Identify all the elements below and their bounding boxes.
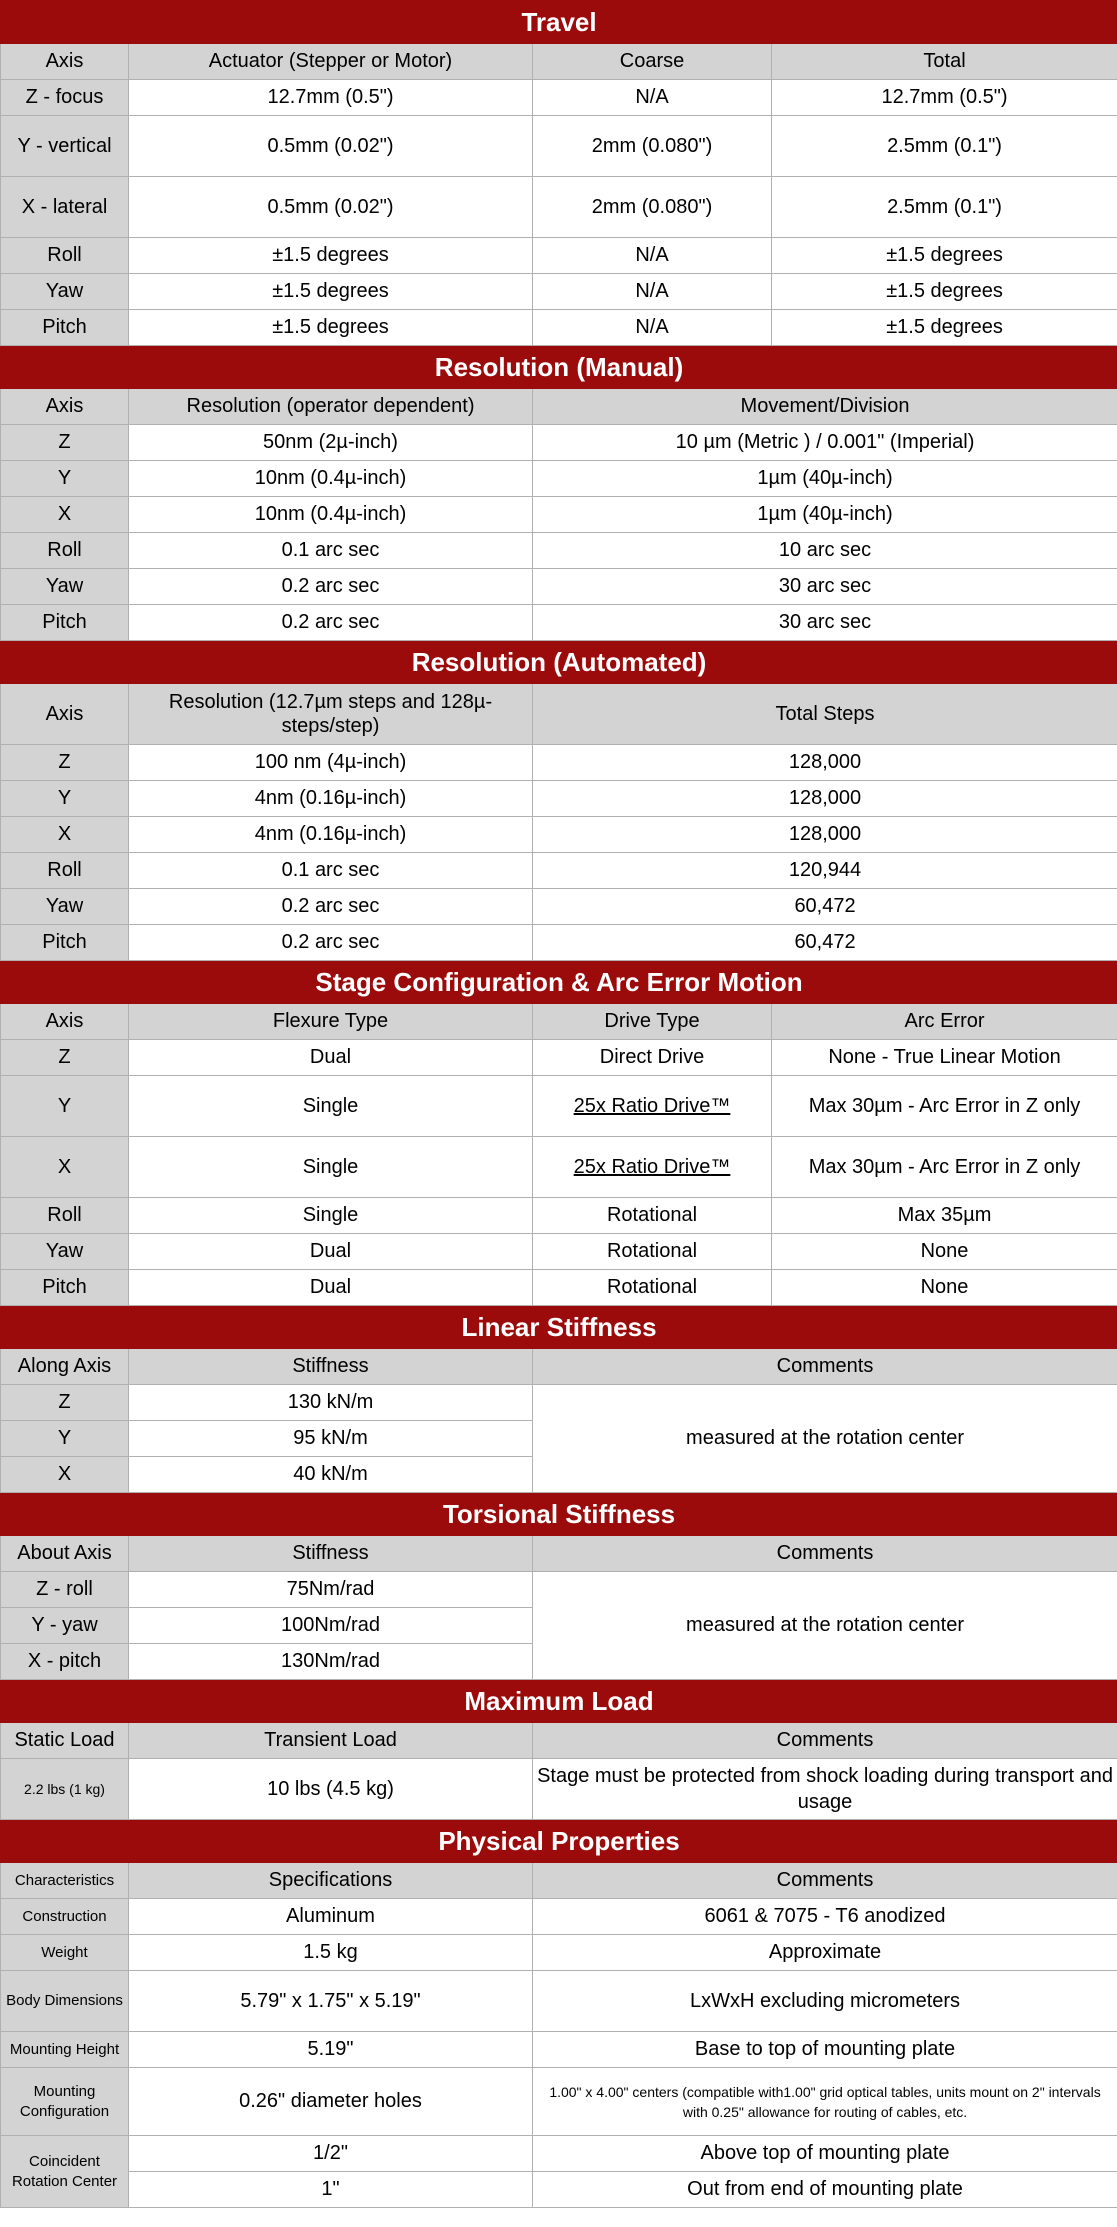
table-cell: 12.7mm (0.5"): [772, 80, 1117, 116]
table-cell: None: [772, 1234, 1117, 1270]
table-cell: 128,000: [533, 817, 1117, 853]
table-cell: Base to top of mounting plate: [533, 2032, 1117, 2068]
table-row: [1, 1198, 1117, 1234]
res-manual-header-resolution: Resolution (operator dependent): [129, 389, 533, 425]
table-cell: 30 arc sec: [533, 605, 1117, 641]
travel-header-coarse: Coarse: [533, 44, 772, 80]
table-cell: Max 30µm - Arc Error in Z only: [772, 1076, 1117, 1137]
table-cell: 5.79" x 1.75" x 5.19": [129, 1971, 533, 2032]
row-label: Yaw: [1, 1234, 129, 1270]
table-cell: N/A: [533, 80, 772, 116]
table-cell: 130Nm/rad: [129, 1644, 533, 1680]
table-row: [1, 2172, 1117, 2208]
table-cell: 0.5mm (0.02"): [129, 177, 533, 238]
table-cell: 4nm (0.16µ-inch): [129, 817, 533, 853]
table-row: [1, 1572, 1117, 1608]
table-cell: 30 arc sec: [533, 569, 1117, 605]
linear-comment: measured at the rotation center: [533, 1385, 1117, 1493]
row-label: Z: [1, 1040, 129, 1076]
table-cell: 5.19": [129, 2032, 533, 2068]
table-cell: 128,000: [533, 781, 1117, 817]
table-cell: 1/2": [129, 2136, 533, 2172]
table-cell: 12.7mm (0.5"): [129, 80, 533, 116]
stage-title: Stage Configuration & Arc Error Motion: [1, 961, 1117, 1004]
table-cell: 0.2 arc sec: [129, 605, 533, 641]
row-label: Y: [1, 1076, 129, 1137]
table-cell: ±1.5 degrees: [772, 274, 1117, 310]
table-row: [1, 238, 1117, 274]
physical-header-specifications: Specifications: [129, 1863, 533, 1899]
table-cell: 10nm (0.4µ-inch): [129, 497, 533, 533]
coincident-label: Coincident Rotation Center: [1, 2136, 129, 2208]
row-label: Construction: [1, 1899, 129, 1935]
table-cell: Approximate: [533, 1935, 1117, 1971]
table-cell: LxWxH excluding micrometers: [533, 1971, 1117, 2032]
table-cell: 128,000: [533, 745, 1117, 781]
row-label: Pitch: [1, 605, 129, 641]
table-row: [1, 310, 1117, 346]
table-cell: Dual: [129, 1234, 533, 1270]
torsional-header-axis: About Axis: [1, 1536, 129, 1572]
table-row: [1, 1076, 1117, 1137]
table-row: [1, 781, 1117, 817]
table-row: [1, 497, 1117, 533]
row-label: Yaw: [1, 274, 129, 310]
row-label: Yaw: [1, 889, 129, 925]
linear-header-axis: Along Axis: [1, 1349, 129, 1385]
table-cell: 0.5mm (0.02"): [129, 116, 533, 177]
table-cell: 60,472: [533, 889, 1117, 925]
table-cell: ±1.5 degrees: [129, 310, 533, 346]
table-row: [1, 461, 1117, 497]
table-row: [1, 605, 1117, 641]
table-cell: 1µm (40µ-inch): [533, 461, 1117, 497]
table-row: [1, 274, 1117, 310]
row-label: X - lateral: [1, 177, 129, 238]
table-row: [1, 745, 1117, 781]
row-label: Z: [1, 1385, 129, 1421]
table-cell: 1": [129, 2172, 533, 2208]
table-row: [1, 2068, 1117, 2136]
row-label: X: [1, 497, 129, 533]
table-cell: Out from end of mounting plate: [533, 2172, 1117, 2208]
row-label: X: [1, 817, 129, 853]
row-label: Pitch: [1, 925, 129, 961]
table-cell: None: [772, 1270, 1117, 1306]
row-label: Pitch: [1, 310, 129, 346]
table-cell: Direct Drive: [533, 1040, 772, 1076]
table-cell: ±1.5 degrees: [129, 238, 533, 274]
static-load-value: 2.2 lbs (1 kg): [1, 1759, 129, 1820]
table-row: [1, 1935, 1117, 1971]
table-row: [1, 2032, 1117, 2068]
table-cell: 2mm (0.080"): [533, 116, 772, 177]
table-cell: 130 kN/m: [129, 1385, 533, 1421]
table-cell: Rotational: [533, 1198, 772, 1234]
transient-load-value: 10 lbs (4.5 kg): [129, 1759, 533, 1820]
torsional-title: Torsional Stiffness: [1, 1493, 1117, 1536]
table-cell: ±1.5 degrees: [129, 274, 533, 310]
ratio-drive-link[interactable]: 25x Ratio Drive™: [573, 1094, 731, 1117]
row-label: Y: [1, 1421, 129, 1457]
row-label: Z - roll: [1, 1572, 129, 1608]
maxload-header-static: Static Load: [1, 1723, 129, 1759]
torsional-header-comments: Comments: [533, 1536, 1117, 1572]
table-row: [1, 1137, 1117, 1198]
table-row: [1, 425, 1117, 461]
row-label: Body Dimensions: [1, 1971, 129, 2032]
table-cell: 1.00" x 4.00" centers (compatible with1.00" grid optical tables, units mount on 2" intervals with 0.25" allowance for routing of cables, etc.: [533, 2068, 1117, 2136]
row-label: Y: [1, 781, 129, 817]
table-cell: 2.5mm (0.1"): [772, 177, 1117, 238]
table-row: [1, 177, 1117, 238]
stage-header-drive: Drive Type: [533, 1004, 772, 1040]
table-row: [1, 1040, 1117, 1076]
table-row: [1, 116, 1117, 177]
row-label: Y - yaw: [1, 1608, 129, 1644]
maxload-header-comments: Comments: [533, 1723, 1117, 1759]
table-row: [1, 569, 1117, 605]
res-manual-header-axis: Axis: [1, 389, 129, 425]
table-row: [1, 925, 1117, 961]
table-cell: Rotational: [533, 1234, 772, 1270]
table-cell: Dual: [129, 1270, 533, 1306]
table-row: [1, 1759, 1117, 1820]
table-cell: 0.1 arc sec: [129, 533, 533, 569]
res-auto-header-resolution: Resolution (12.7µm steps and 128µ-steps/step): [129, 684, 533, 745]
row-label: Y - vertical: [1, 116, 129, 177]
table-cell: 75Nm/rad: [129, 1572, 533, 1608]
table-cell: Single: [129, 1137, 533, 1198]
table-cell: Dual: [129, 1040, 533, 1076]
table-cell: 1.5 kg: [129, 1935, 533, 1971]
row-label: Pitch: [1, 1270, 129, 1306]
res-auto-header-steps: Total Steps: [533, 684, 1117, 745]
table-cell: Max 30µm - Arc Error in Z only: [772, 1137, 1117, 1198]
linear-header-stiffness: Stiffness: [129, 1349, 533, 1385]
table-cell: Above top of mounting plate: [533, 2136, 1117, 2172]
table-cell: ±1.5 degrees: [772, 310, 1117, 346]
table-cell: Single: [129, 1198, 533, 1234]
res-auto-title: Resolution (Automated): [1, 641, 1117, 684]
table-row: [1, 889, 1117, 925]
row-label: Roll: [1, 853, 129, 889]
table-cell: 50nm (2µ-inch): [129, 425, 533, 461]
table-cell: N/A: [533, 310, 772, 346]
table-row: [1, 1899, 1117, 1935]
table-cell: 95 kN/m: [129, 1421, 533, 1457]
table-row: [1, 853, 1117, 889]
maxload-title: Maximum Load: [1, 1680, 1117, 1723]
table-cell: [533, 1137, 772, 1198]
table-cell: 100Nm/rad: [129, 1608, 533, 1644]
table-cell: 1µm (40µ-inch): [533, 497, 1117, 533]
row-label: Y: [1, 461, 129, 497]
table-cell: Rotational: [533, 1270, 772, 1306]
stage-header-flexure: Flexure Type: [129, 1004, 533, 1040]
torsional-comment: measured at the rotation center: [533, 1572, 1117, 1680]
table-cell: ±1.5 degrees: [772, 238, 1117, 274]
row-label: Weight: [1, 1935, 129, 1971]
table-cell: 0.2 arc sec: [129, 925, 533, 961]
table-row: [1, 533, 1117, 569]
table-row: [1, 1234, 1117, 1270]
table-row: [1, 1270, 1117, 1306]
row-label: Yaw: [1, 569, 129, 605]
physical-title: Physical Properties: [1, 1820, 1117, 1863]
table-row: [1, 80, 1117, 116]
res-auto-header-axis: Axis: [1, 684, 129, 745]
stage-header-arc-error: Arc Error: [772, 1004, 1117, 1040]
table-cell: None - True Linear Motion: [772, 1040, 1117, 1076]
row-label: Roll: [1, 533, 129, 569]
table-cell: Aluminum: [129, 1899, 533, 1935]
table-cell: 10 arc sec: [533, 533, 1117, 569]
table-cell: 0.2 arc sec: [129, 889, 533, 925]
table-cell: N/A: [533, 238, 772, 274]
travel-header-axis: Axis: [1, 44, 129, 80]
table-row: [1, 817, 1117, 853]
row-label: Z - focus: [1, 80, 129, 116]
table-cell: 2.5mm (0.1"): [772, 116, 1117, 177]
table-cell: 40 kN/m: [129, 1457, 533, 1493]
table-cell: 10 µm (Metric ) / 0.001" (Imperial): [533, 425, 1117, 461]
row-label: X: [1, 1137, 129, 1198]
table-cell: 0.1 arc sec: [129, 853, 533, 889]
ratio-drive-link[interactable]: 25x Ratio Drive™: [573, 1155, 731, 1178]
travel-header-actuator: Actuator (Stepper or Motor): [129, 44, 533, 80]
row-label: Mounting Height: [1, 2032, 129, 2068]
table-cell: 2mm (0.080"): [533, 177, 772, 238]
table-cell: 100 nm (4µ-inch): [129, 745, 533, 781]
res-manual-title: Resolution (Manual): [1, 346, 1117, 389]
linear-title: Linear Stiffness: [1, 1306, 1117, 1349]
row-label: Mounting Configuration: [1, 2068, 129, 2136]
torsional-header-stiffness: Stiffness: [129, 1536, 533, 1572]
row-label: X: [1, 1457, 129, 1493]
table-row: [1, 2136, 1117, 2172]
maxload-header-transient: Transient Load: [129, 1723, 533, 1759]
physical-header-comments: Comments: [533, 1863, 1117, 1899]
table-cell: N/A: [533, 274, 772, 310]
table-row: [1, 1971, 1117, 2032]
row-label: Roll: [1, 238, 129, 274]
row-label: Z: [1, 425, 129, 461]
table-cell: 0.26" diameter holes: [129, 2068, 533, 2136]
table-cell: [533, 1076, 772, 1137]
table-cell: 60,472: [533, 925, 1117, 961]
table-cell: 120,944: [533, 853, 1117, 889]
table-cell: 4nm (0.16µ-inch): [129, 781, 533, 817]
table-cell: Max 35µm: [772, 1198, 1117, 1234]
travel-title: Travel: [1, 1, 1117, 44]
table-cell: 10nm (0.4µ-inch): [129, 461, 533, 497]
table-cell: 0.2 arc sec: [129, 569, 533, 605]
row-label: X - pitch: [1, 1644, 129, 1680]
physical-header-characteristics: Characteristics: [1, 1863, 129, 1899]
row-label: Roll: [1, 1198, 129, 1234]
res-manual-header-movement: Movement/Division: [533, 389, 1117, 425]
linear-header-comments: Comments: [533, 1349, 1117, 1385]
maxload-comment: Stage must be protected from shock loading during transport and usage: [533, 1759, 1117, 1820]
table-cell: 6061 & 7075 - T6 anodized: [533, 1899, 1117, 1935]
table-row: [1, 1385, 1117, 1421]
stage-header-axis: Axis: [1, 1004, 129, 1040]
travel-header-total: Total: [772, 44, 1117, 80]
row-label: Z: [1, 745, 129, 781]
table-cell: Single: [129, 1076, 533, 1137]
